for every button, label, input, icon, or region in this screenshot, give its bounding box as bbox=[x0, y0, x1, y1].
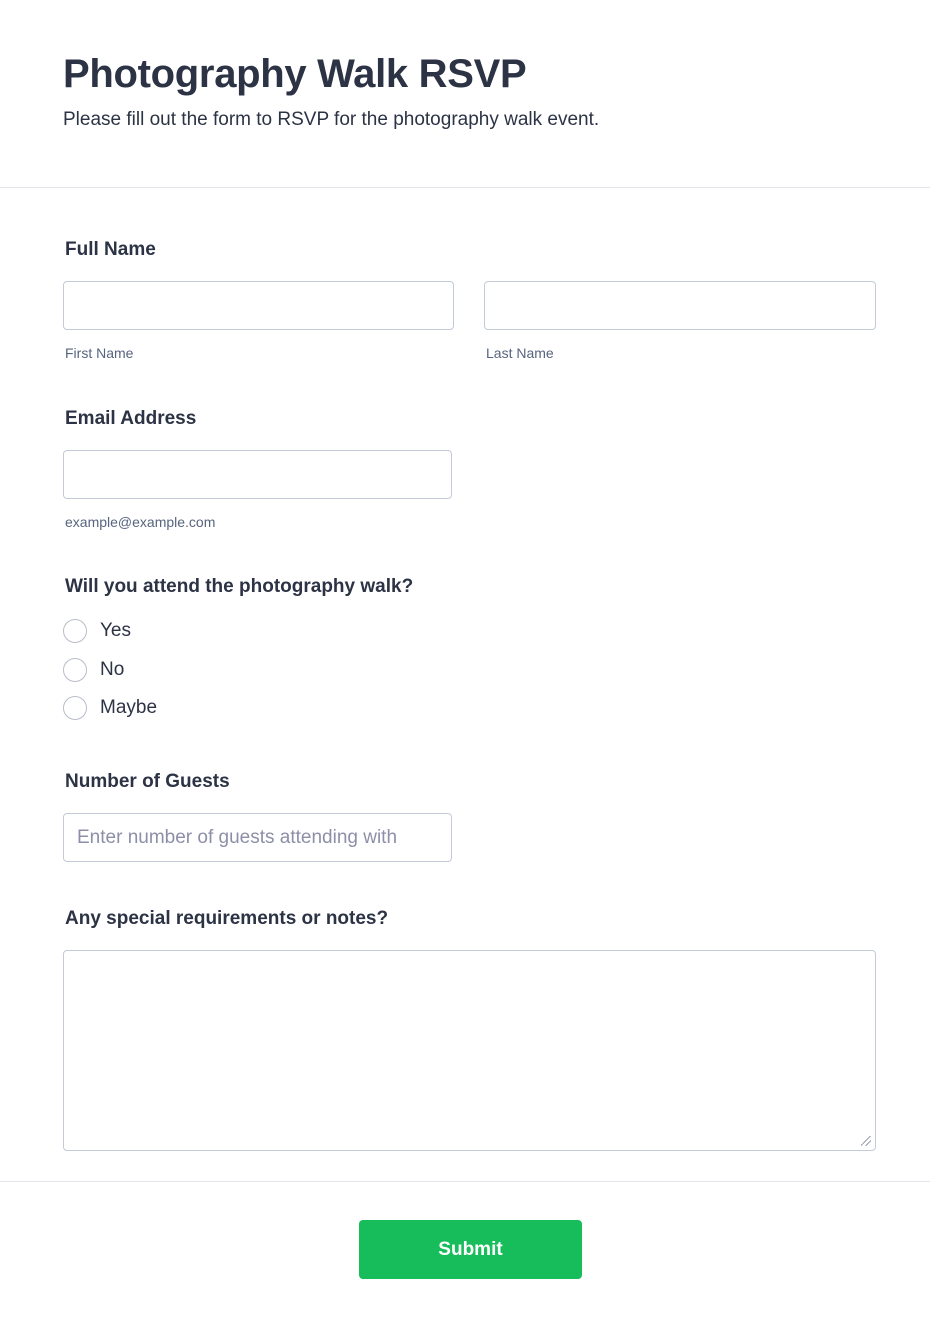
radio-option-maybe[interactable] bbox=[63, 695, 157, 721]
form-header bbox=[0, 0, 930, 188]
footer-divider bbox=[0, 1181, 930, 1182]
email-sublabel: example@example.com bbox=[65, 514, 216, 530]
resize-handle-icon[interactable] bbox=[861, 1136, 871, 1146]
form-subtitle: Please fill out the form to RSVP for the photography walk event. bbox=[63, 109, 600, 130]
first-name-sublabel: First Name bbox=[65, 345, 134, 361]
notes-textarea[interactable] bbox=[63, 950, 876, 1151]
radio-button[interactable] bbox=[63, 696, 87, 720]
radio-label: Maybe bbox=[100, 697, 158, 718]
last-name-sublabel: Last Name bbox=[486, 345, 554, 361]
first-name-input[interactable] bbox=[63, 281, 454, 330]
email-label: Email Address bbox=[65, 408, 197, 429]
radio-label: Yes bbox=[100, 620, 131, 641]
radio-button[interactable] bbox=[63, 658, 87, 682]
form-title: Photography Walk RSVP bbox=[63, 52, 527, 96]
submit-button[interactable]: Submit bbox=[359, 1220, 582, 1279]
last-name-input[interactable] bbox=[484, 281, 876, 330]
radio-option-yes[interactable] bbox=[63, 618, 131, 644]
radio-label: No bbox=[100, 659, 125, 680]
email-input[interactable] bbox=[63, 450, 452, 499]
full-name-label: Full Name bbox=[65, 239, 156, 260]
guests-input[interactable] bbox=[63, 813, 452, 862]
notes-label: Any special requirements or notes? bbox=[65, 908, 389, 929]
radio-button[interactable] bbox=[63, 619, 87, 643]
attendance-label: Will you attend the photography walk? bbox=[65, 576, 414, 597]
radio-option-no[interactable] bbox=[63, 657, 124, 683]
guests-label: Number of Guests bbox=[65, 771, 230, 792]
